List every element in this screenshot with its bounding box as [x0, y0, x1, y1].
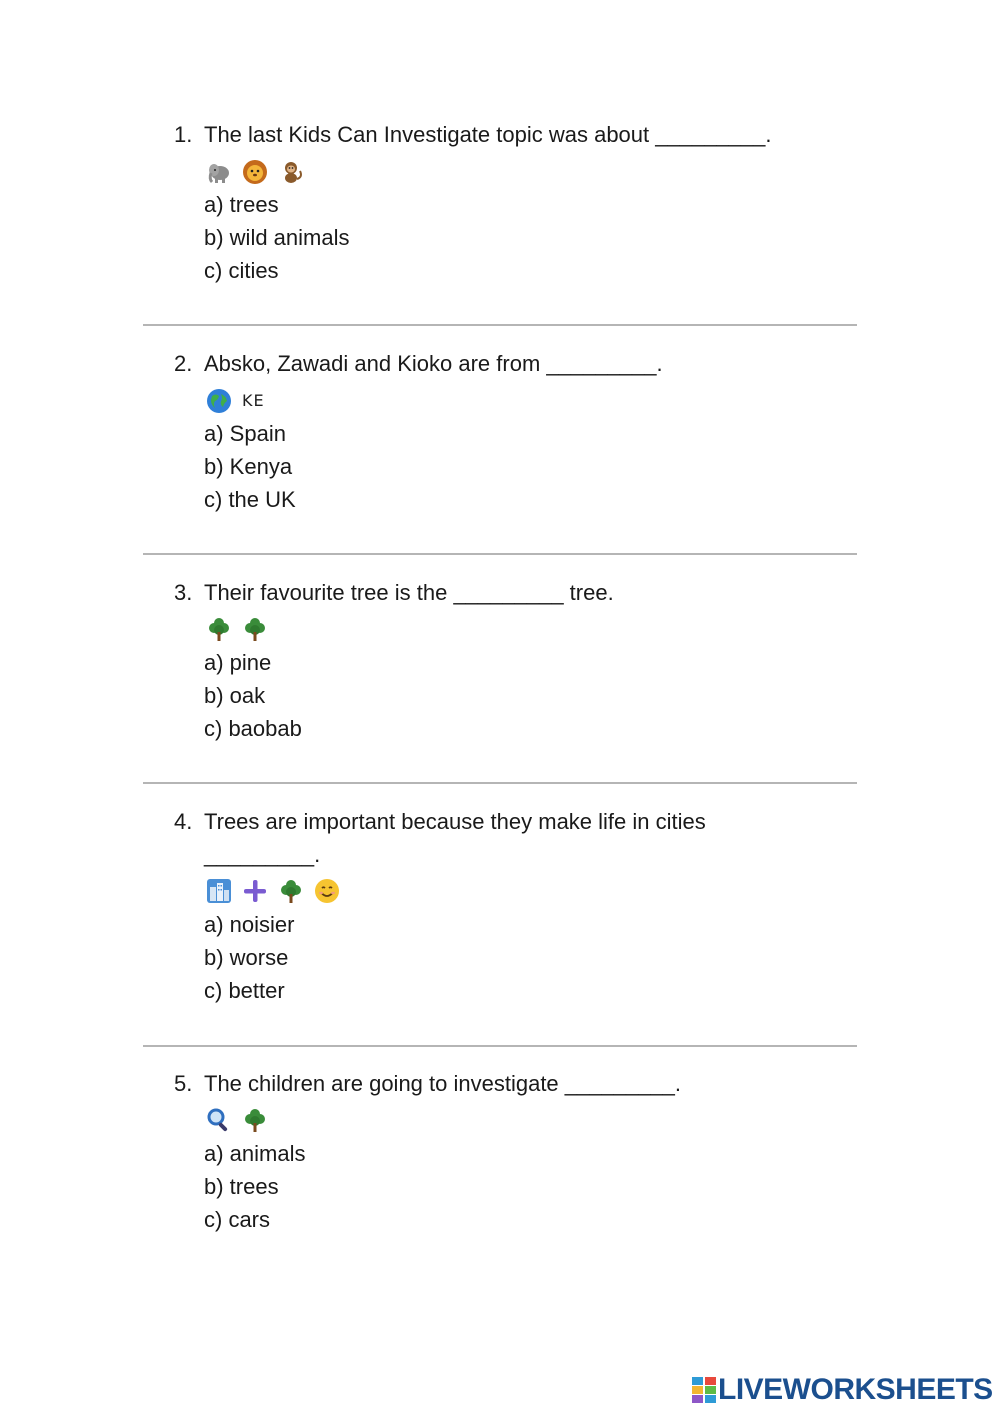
answer-options [204, 188, 350, 287]
question-prompt: The children are going to investigate _________. [204, 1071, 682, 1096]
option-c[interactable]: c) better [204, 978, 285, 1003]
option-b[interactable]: b) Kenya [204, 454, 293, 479]
section-divider [143, 324, 857, 326]
question-number: 3. [174, 580, 193, 605]
answer-options [204, 1137, 305, 1236]
option-a[interactable]: a) animals [204, 1141, 306, 1166]
question-text [174, 1067, 814, 1100]
option-a[interactable]: a) noisier [204, 912, 295, 937]
answer-options [204, 646, 302, 745]
option-b[interactable]: b) wild animals [204, 225, 350, 250]
lion-icon [242, 159, 268, 185]
option-c[interactable]: c) cities [204, 258, 279, 283]
logo-blocks-icon [692, 1377, 716, 1403]
question-text [174, 347, 814, 380]
liveworksheets-logo [692, 1374, 993, 1406]
question-icons [206, 158, 304, 186]
option-c[interactable]: c) baobab [204, 716, 302, 741]
option-a[interactable]: a) pine [204, 650, 272, 675]
tree-icon [206, 616, 232, 642]
answer-options [204, 908, 294, 1007]
question-text [174, 805, 774, 871]
option-c[interactable]: c) the UK [204, 487, 296, 512]
question-number: 1. [174, 122, 193, 147]
question-prompt: Trees are important because they make life in cities _________. [204, 809, 706, 867]
answer-options [204, 417, 296, 516]
option-a[interactable]: a) Spain [204, 421, 286, 446]
section-divider [143, 1045, 857, 1047]
elephant-icon [206, 159, 232, 185]
tree-icon [242, 616, 268, 642]
question-icons [206, 615, 268, 643]
question-number: 5. [174, 1071, 193, 1096]
flag-ke-icon: KE [242, 391, 265, 410]
question-text [174, 576, 814, 609]
option-b[interactable]: b) oak [204, 683, 266, 708]
city-icon [206, 878, 232, 904]
question-prompt: Their favourite tree is the _________ tree. [204, 580, 614, 605]
question-text [174, 118, 814, 151]
question-prompt: Absko, Zawadi and Kioko are from _________. [204, 351, 663, 376]
question-number: 4. [174, 809, 193, 834]
option-c[interactable]: c) cars [204, 1207, 270, 1232]
question-icons [206, 387, 265, 415]
question-prompt: The last Kids Can Investigate topic was about _________. [204, 122, 772, 147]
tree-icon [242, 1107, 268, 1133]
globe-icon [206, 388, 232, 414]
option-b[interactable]: b) trees [204, 1174, 279, 1199]
question-icons [206, 877, 340, 905]
plus-icon [242, 878, 268, 904]
option-a[interactable]: a) trees [204, 192, 279, 217]
logo-text: LIVEWORKSHEETS [718, 1373, 993, 1406]
option-b[interactable]: b) worse [204, 945, 289, 970]
tree-icon [278, 878, 304, 904]
section-divider [143, 553, 857, 555]
section-divider [143, 782, 857, 784]
smile-icon [314, 878, 340, 904]
magnifier-icon [206, 1107, 232, 1133]
question-icons [206, 1106, 268, 1134]
monkey-icon [278, 159, 304, 185]
question-number: 2. [174, 351, 193, 376]
